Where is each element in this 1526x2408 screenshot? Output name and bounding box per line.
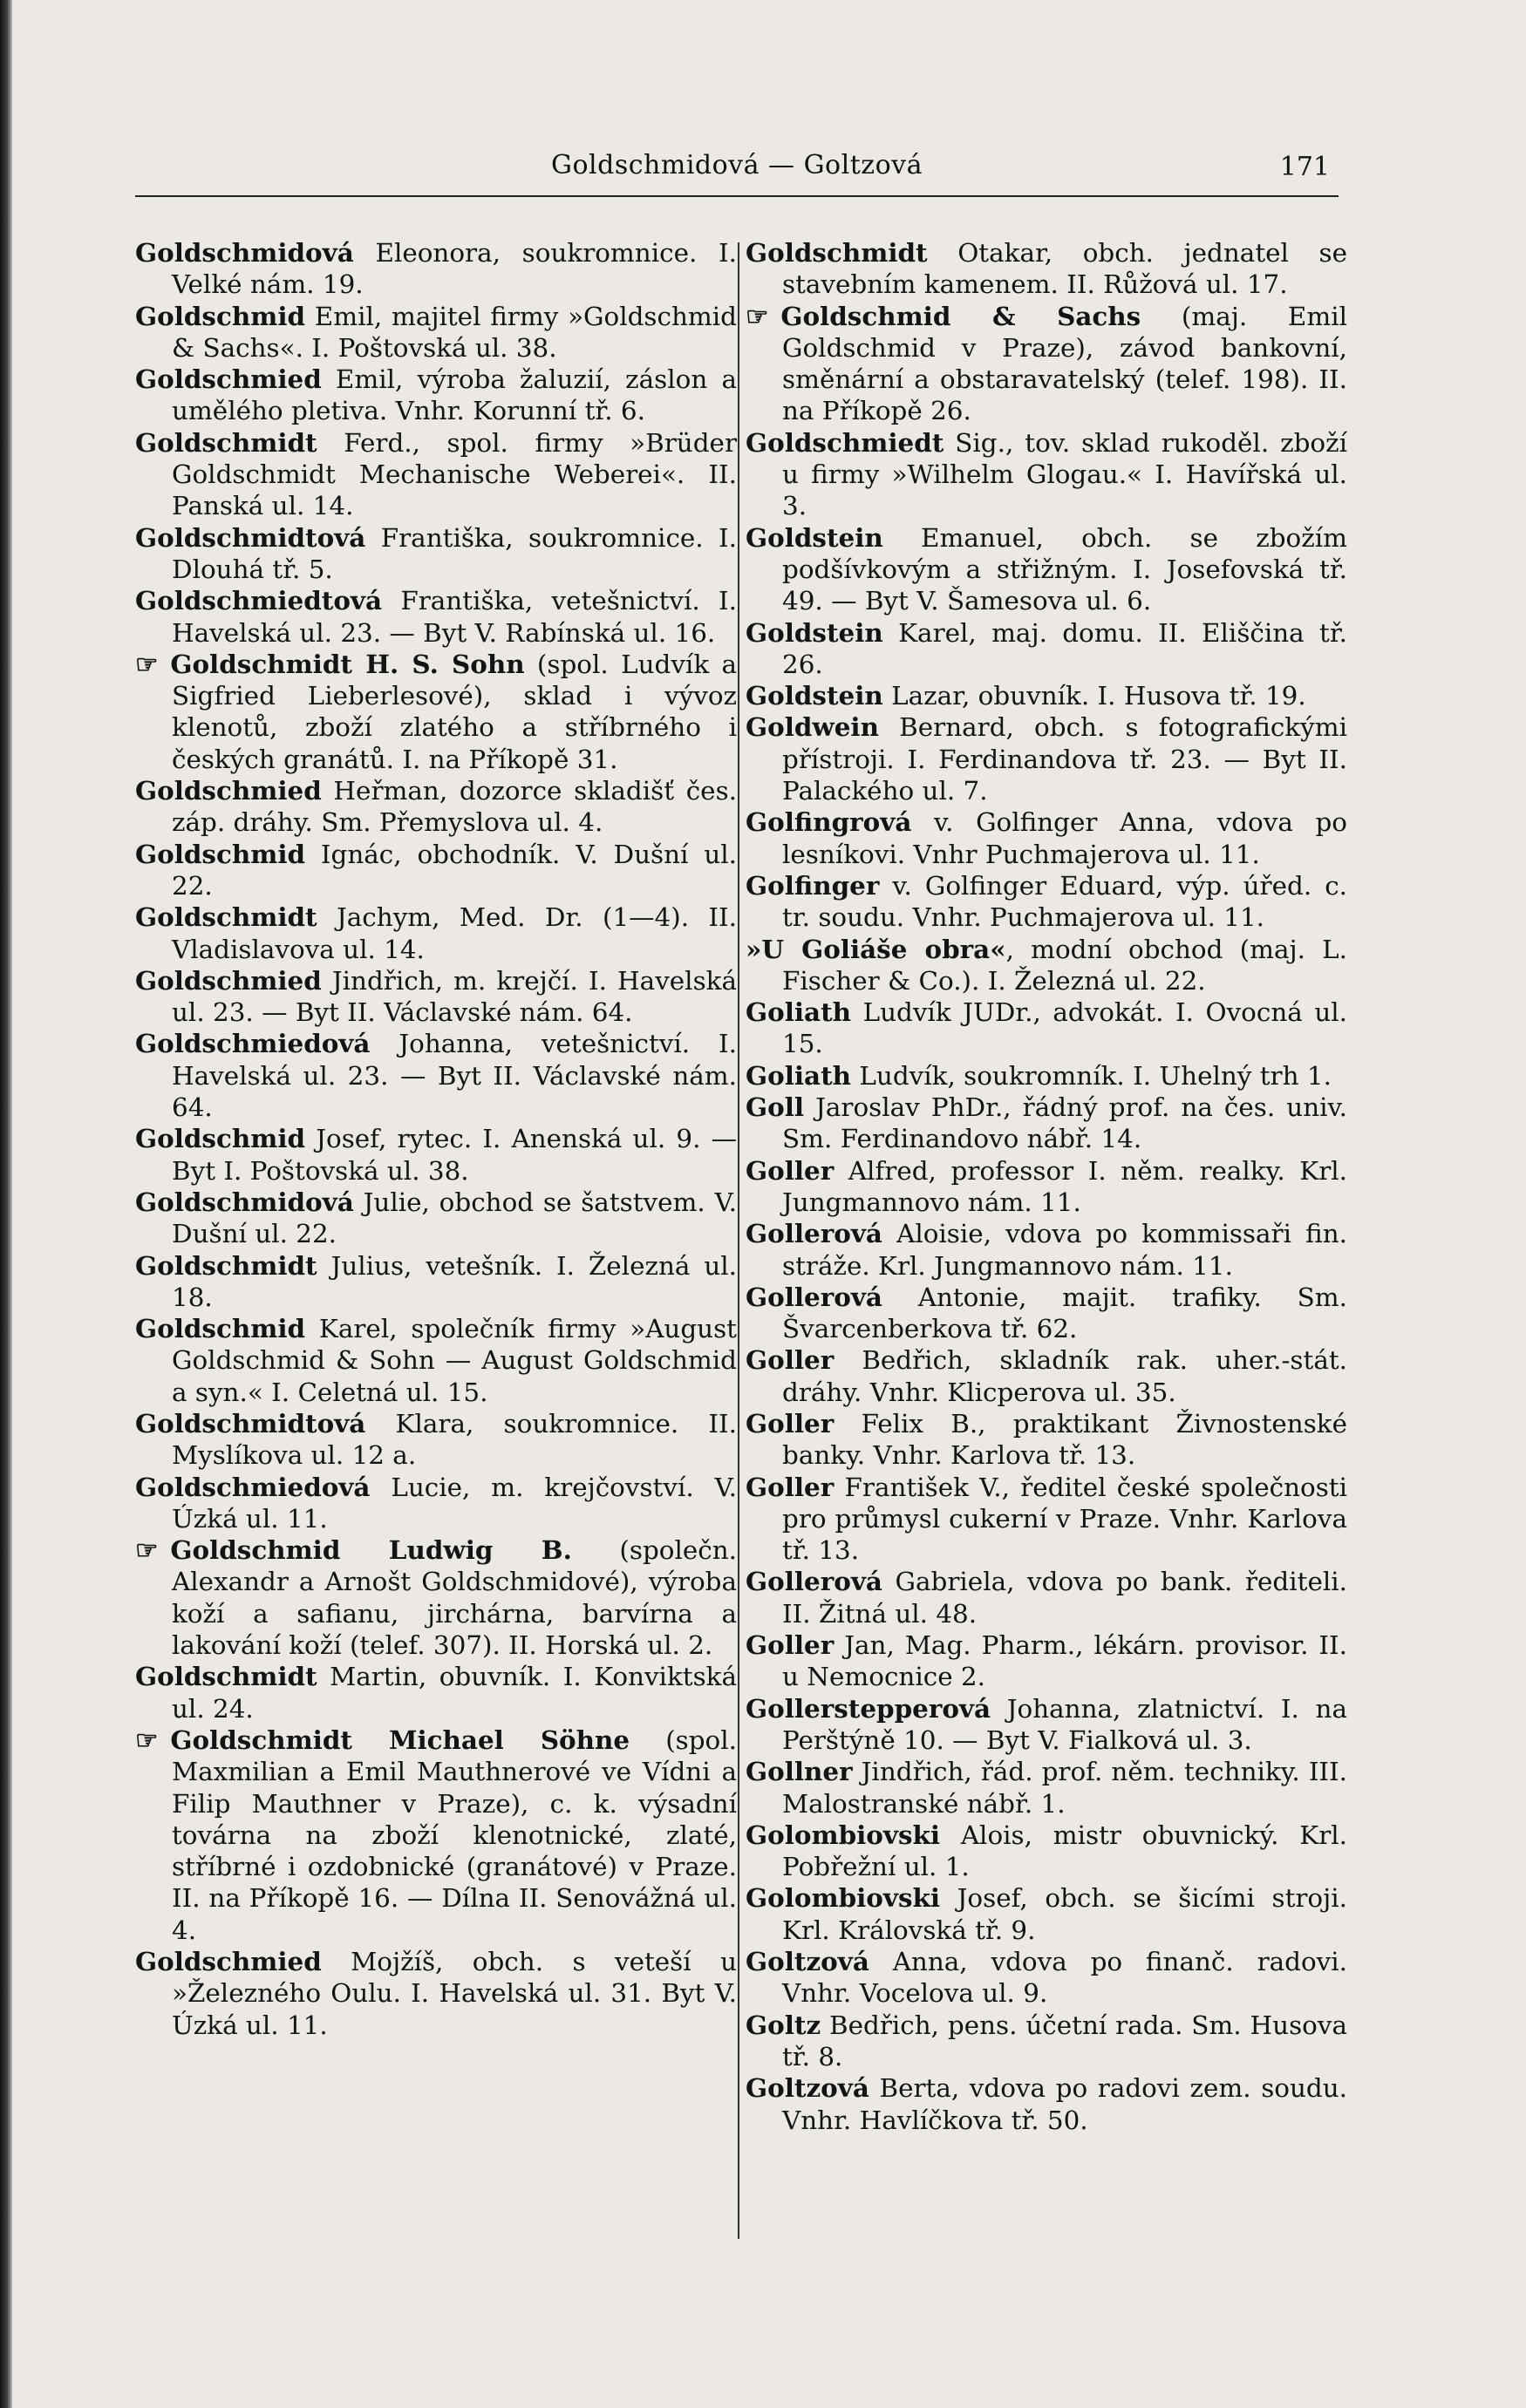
entry-details: Eleonora, soukromnice. I. Velké nám. 19. bbox=[172, 238, 737, 300]
directory-entry bbox=[135, 237, 737, 301]
entry-name: Golfinger bbox=[746, 869, 880, 901]
entry-details: Karel, maj. domu. II. Eliščina tř. 26. bbox=[782, 617, 1347, 679]
entry-details: Otakar, obch. jednatel se stavebním kamenem. II. Růžová ul. 17. bbox=[782, 238, 1347, 300]
entry-details: Františka, soukromnice. I. Dlouhá tř. 5. bbox=[172, 522, 737, 584]
entry-details: Gabriela, vdova po bank. řediteli. II. Žitná ul. 48. bbox=[782, 1567, 1347, 1629]
entry-name: Goldschmid bbox=[135, 1313, 306, 1344]
entry-name: Goller bbox=[746, 1344, 835, 1376]
entry-name: Gollerová bbox=[746, 1218, 882, 1249]
entry-details: Martin, obuvník. I. Konviktská ul. 24. bbox=[172, 1662, 737, 1724]
directory-entry bbox=[135, 585, 737, 649]
entry-name: Goldschmid Ludwig B. bbox=[170, 1534, 572, 1566]
pointing-hand-icon: ☞ bbox=[746, 300, 769, 331]
entry-name: Gollerová bbox=[746, 1566, 882, 1597]
directory-entry bbox=[135, 1724, 737, 1946]
entry-details: Lucie, m. krejčovství. V. Úzká ul. 11. bbox=[172, 1472, 737, 1534]
column-divider bbox=[738, 242, 739, 2239]
entry-name: Goldstein bbox=[746, 521, 883, 553]
entry-name: Golfingrová bbox=[746, 806, 912, 838]
entry-name: Gollerstepperová bbox=[746, 1692, 991, 1724]
directory-entry bbox=[135, 649, 737, 775]
entry-details: Johanna, vetešnictví. I. Havelská ul. 23. — Byt II. Václavské nám. 64. bbox=[172, 1029, 737, 1123]
entry-name: Golombiovski bbox=[746, 1882, 941, 1914]
directory-entry bbox=[746, 934, 1347, 997]
directory-entry bbox=[746, 2010, 1347, 2073]
entry-name: Gollerová bbox=[746, 1281, 882, 1312]
entry-details: Sig., tov. sklad rukoděl. zboží u firmy »Wilhelm Glogau.« I. Havířská ul. 3. bbox=[782, 427, 1347, 521]
entry-name: Goldwein bbox=[746, 711, 879, 743]
directory-entry bbox=[746, 1344, 1347, 1408]
directory-entry bbox=[135, 1661, 737, 1724]
directory-entry bbox=[746, 1756, 1347, 1820]
entry-details: Berta, vdova po radovi zem. soudu. Vnhr. Havlíčkova tř. 50. bbox=[782, 2073, 1347, 2135]
entry-details: (spol. Ludvík a Sigfried Lieberlesové), sklad i vývoz klenotů, zboží zlatého a stříbrného i českých granátů. I. na Příkopě 31. bbox=[172, 649, 737, 774]
directory-entry bbox=[746, 1882, 1347, 1946]
entry-details: Jindřich, řád. prof. něm. techniky. III. Malostranské nábř. 1. bbox=[782, 1757, 1347, 1819]
entry-details: Alfred, professor I. něm. realky. Krl. Jungmannovo nám. 11. bbox=[782, 1155, 1347, 1217]
directory-entry bbox=[746, 301, 1347, 427]
pointing-hand-icon: ☞ bbox=[135, 648, 159, 679]
entry-details: Mojžíš, obch. s veteší u »Železného Oulu. I. Havelská ul. 31. Byt V. Úzká ul. 11. bbox=[172, 1947, 737, 2040]
entry-details: Johanna, zlatnictví. I. na Perštýně 10. — Byt V. Fialková ul. 3. bbox=[782, 1693, 1347, 1755]
entry-details: v. Golfinger Anna, vdova po lesníkovi. Vnhr Puchmajerova ul. 11. bbox=[782, 807, 1347, 869]
entry-details: Alois, mistr obuvnický. Krl. Pobřežní ul. 1. bbox=[782, 1820, 1347, 1882]
entry-details: Josef, rytec. I. Anenská ul. 9. — Byt I. Poštovská ul. 38. bbox=[172, 1124, 737, 1186]
entry-details: František V., ředitel české společnosti pro průmysl cukerní v Praze. Vnhr. Karlova tř. 13. bbox=[782, 1472, 1347, 1566]
directory-entry bbox=[746, 1408, 1347, 1472]
entry-details: v. Golfinger Eduard, výp. úřed. c. tr. soudu. Vnhr. Puchmajerova ul. 11. bbox=[782, 870, 1347, 933]
entry-details: Bedřich, skladník rak. uher.-stát. dráhy. Vnhr. Klicperova ul. 35. bbox=[782, 1345, 1347, 1407]
entry-name: Goldschmidt bbox=[135, 426, 317, 458]
directory-entry bbox=[746, 1946, 1347, 2010]
entry-details: Felix B., praktikant Živnostenské banky. Vnhr. Karlova tř. 13. bbox=[782, 1408, 1347, 1471]
entry-details: Františka, vetešnictví. I. Havelská ul. 23. — Byt V. Rabínská ul. 16. bbox=[172, 586, 737, 648]
directory-entry bbox=[135, 1250, 737, 1314]
entry-name: Goldschmidt bbox=[135, 1249, 317, 1281]
entry-details: Jachym, Med. Dr. (1—4). II. Vladislavova ul. 14. bbox=[172, 902, 737, 964]
directory-entry bbox=[135, 1408, 737, 1472]
entry-details: , modní obchod (maj. L. Fischer & Co.). I. Železná ul. 22. bbox=[782, 934, 1347, 996]
header-title: Goldschmidová — Goltzová bbox=[551, 150, 923, 180]
directory-entry bbox=[135, 1472, 737, 1535]
entry-name: Goldschmidt H. S. Sohn bbox=[170, 648, 525, 679]
directory-entry bbox=[135, 1313, 737, 1408]
entry-name: Goldschmidt bbox=[135, 1661, 317, 1692]
entry-name: Goldschmiedtová bbox=[135, 585, 383, 616]
entry-name: Goldschmidová bbox=[135, 1186, 354, 1217]
directory-entry bbox=[135, 1187, 737, 1250]
entry-name: Goll bbox=[746, 1092, 805, 1123]
directory-entry bbox=[746, 680, 1347, 711]
directory-entry bbox=[746, 1282, 1347, 1345]
entry-name: Goldschmid bbox=[135, 838, 306, 869]
entry-details: Emil, výroba žaluzií, záslon a umělého pletiva. Vnhr. Korunní tř. 6. bbox=[172, 364, 737, 426]
directory-entry bbox=[746, 427, 1347, 522]
directory-entry bbox=[135, 427, 737, 522]
entry-details: Josef, obch. se šicími stroji. Krl. Královská tř. 9. bbox=[782, 1883, 1347, 1945]
entry-name: Goldschmiedová bbox=[135, 1471, 371, 1502]
directory-entry bbox=[135, 364, 737, 427]
directory-entry bbox=[746, 1155, 1347, 1219]
pointing-hand-icon: ☞ bbox=[135, 1534, 159, 1566]
entry-details: Ludvík JUDr., advokát. I. Ovocná ul. 15. bbox=[782, 997, 1347, 1059]
left-column bbox=[135, 237, 737, 2041]
entry-details: Ludvík, soukromník. I. Uhelný trh 1. bbox=[851, 1060, 1332, 1091]
entry-details: Ignác, obchodník. V. Dušní ul. 22. bbox=[172, 839, 737, 901]
entry-details: Bernard, obch. s fotografickými přístroji. I. Ferdinandova tř. 23. — Byt II. Palackého ul. 7. bbox=[782, 712, 1347, 806]
entry-name: Gollner bbox=[746, 1756, 853, 1787]
entry-name: Goldschmied bbox=[135, 964, 322, 996]
directory-entry bbox=[746, 1218, 1347, 1282]
directory-entry bbox=[135, 522, 737, 586]
directory-entry bbox=[135, 1534, 737, 1661]
entry-details: Emanuel, obch. se zbožím podšívkovým a střižným. I. Josefovská tř. 49. — Byt V. Šamesova ul. 6. bbox=[782, 522, 1347, 616]
entry-name: Goldstein bbox=[746, 616, 883, 648]
pointing-hand-icon: ☞ bbox=[135, 1724, 159, 1755]
directory-entry bbox=[135, 1123, 737, 1187]
entry-name: Goliath bbox=[746, 997, 852, 1028]
directory-entry bbox=[746, 711, 1347, 806]
directory-entry bbox=[746, 870, 1347, 934]
entry-details: Jan, Mag. Pharm., lékárn. provisor. II. u Nemocnice 2. bbox=[782, 1630, 1347, 1692]
entry-details: Ferd., spol. firmy »Brüder Goldschmidt Mechanische Weberei«. II. Panská ul. 14. bbox=[172, 427, 737, 521]
directory-entry bbox=[746, 522, 1347, 617]
entry-details: Emil, majitel firmy »Goldschmid & Sachs«. I. Poštovská ul. 38. bbox=[172, 301, 737, 363]
directory-entry bbox=[746, 1060, 1347, 1092]
directory-entry bbox=[746, 237, 1347, 301]
entry-details: Aloisie, vdova po kommissaři fin. stráže. Krl. Jungmannovo nám. 11. bbox=[782, 1219, 1347, 1281]
entry-details: Karel, společník firmy »August Goldschmid & Sohn — August Goldschmid a syn.« I. Celetná ul. 15. bbox=[172, 1314, 737, 1407]
entry-name: Goldschmied bbox=[135, 775, 322, 806]
entry-name: Goldstein bbox=[746, 680, 883, 711]
entry-details: Bedřich, pens. účetní rada. Sm. Husova tř. 8. bbox=[782, 2010, 1347, 2071]
entry-details: Jaroslav PhDr., řádný prof. na čes. univ. Sm. Ferdinandovo nábř. 14. bbox=[782, 1092, 1347, 1154]
entry-name: Goldschmid bbox=[135, 1123, 306, 1154]
directory-entry bbox=[135, 901, 737, 965]
entry-details: (společn. Alexandr a Arnošt Goldschmidové), výroba koží a safianu, jirchárna, barvírna a lakování koží (telef. 307). II. Horská ul. 2. bbox=[172, 1535, 737, 1661]
entry-details: Heřman, dozorce skladišť čes. záp. dráhy. Sm. Přemyslova ul. 4. bbox=[172, 776, 737, 838]
entry-name: Goltz bbox=[746, 2009, 821, 2040]
entry-name: Goldschmiedt bbox=[746, 426, 944, 458]
running-header bbox=[135, 146, 1339, 197]
entry-name: Goldschmid bbox=[135, 300, 306, 331]
entry-details: Klara, soukromnice. II. Myslíkova ul. 12 a. bbox=[172, 1408, 737, 1471]
directory-entry bbox=[746, 2072, 1347, 2136]
directory-entry bbox=[746, 1693, 1347, 1757]
entry-details: (maj. Emil Goldschmid v Praze), závod bankovní, směnární a obstaravatelský (telef. 198). II. na Příkopě 26. bbox=[782, 301, 1348, 426]
entry-name: Goldschmid & Sachs bbox=[780, 300, 1141, 331]
directory-entry bbox=[135, 965, 737, 1029]
directory-entry bbox=[135, 301, 737, 364]
directory-entry bbox=[135, 775, 737, 839]
directory-entry bbox=[746, 806, 1347, 870]
entry-name: Goller bbox=[746, 1471, 835, 1502]
directory-entry bbox=[746, 617, 1347, 681]
right-column bbox=[746, 237, 1347, 2136]
entry-details: Jindřich, m. krejčí. I. Havelská ul. 23. — Byt II. Václavské nám. 64. bbox=[172, 965, 737, 1028]
directory-entry bbox=[746, 1820, 1347, 1883]
entry-name: Goltzová bbox=[746, 1946, 869, 1977]
entry-name: Goldschmidtová bbox=[135, 1407, 366, 1439]
book-spine bbox=[0, 0, 12, 2408]
directory-entry bbox=[746, 1629, 1347, 1693]
entry-name: Goldschmidt Michael Söhne bbox=[170, 1724, 630, 1755]
entry-name: Goldschmidt bbox=[746, 237, 928, 268]
page-number: 171 bbox=[1279, 152, 1330, 182]
directory-entry bbox=[746, 1566, 1347, 1629]
entry-name: Goldschmied bbox=[135, 364, 322, 395]
directory-entry bbox=[135, 839, 737, 902]
directory-entry bbox=[746, 1092, 1347, 1155]
entry-name: Goltzová bbox=[746, 2072, 869, 2104]
entry-name: »U Goliáše obra« bbox=[746, 933, 1006, 964]
entry-name: Goller bbox=[746, 1154, 835, 1186]
entry-details: Julie, obchod se šatstvem. V. Dušní ul. 22. bbox=[172, 1187, 737, 1249]
entry-name: Goliath bbox=[746, 1059, 852, 1091]
entry-details: Lazar, obuvník. I. Husova tř. 19. bbox=[882, 681, 1306, 711]
entry-name: Goldschmiedová bbox=[135, 1028, 371, 1059]
entry-name: Goldschmied bbox=[135, 1946, 322, 1977]
entry-name: Goldschmidtová bbox=[135, 521, 366, 553]
entry-name: Goller bbox=[746, 1629, 835, 1661]
entry-name: Golombiovski bbox=[746, 1819, 941, 1850]
entry-details: (spol. Maxmilian a Emil Mauthnerové ve Vídni a Filip Mauthner v Praze), c. k. výsadní továrna na zboží klenotnické, zlaté, stříbrné i ozdobnické (granátové) v Praze. II. na Příkopě 16. — Dílna II. Senovážná ul. 4. bbox=[172, 1724, 737, 1945]
entry-details: Antonie, majit. trafiky. Sm. Švarcenberkova tř. 62. bbox=[782, 1282, 1347, 1344]
directory-entry bbox=[135, 1028, 737, 1123]
entry-name: Goller bbox=[746, 1407, 835, 1439]
entry-details: Anna, vdova po finanč. radovi. Vnhr. Vocelova ul. 9. bbox=[782, 1947, 1347, 2009]
entry-name: Goldschmidová bbox=[135, 237, 354, 268]
directory-entry bbox=[746, 997, 1347, 1060]
directory-entry bbox=[135, 1946, 737, 2041]
entry-name: Goldschmidt bbox=[135, 901, 317, 933]
entry-details: Julius, vetešník. I. Železná ul. 18. bbox=[172, 1250, 737, 1312]
directory-entry bbox=[746, 1472, 1347, 1567]
